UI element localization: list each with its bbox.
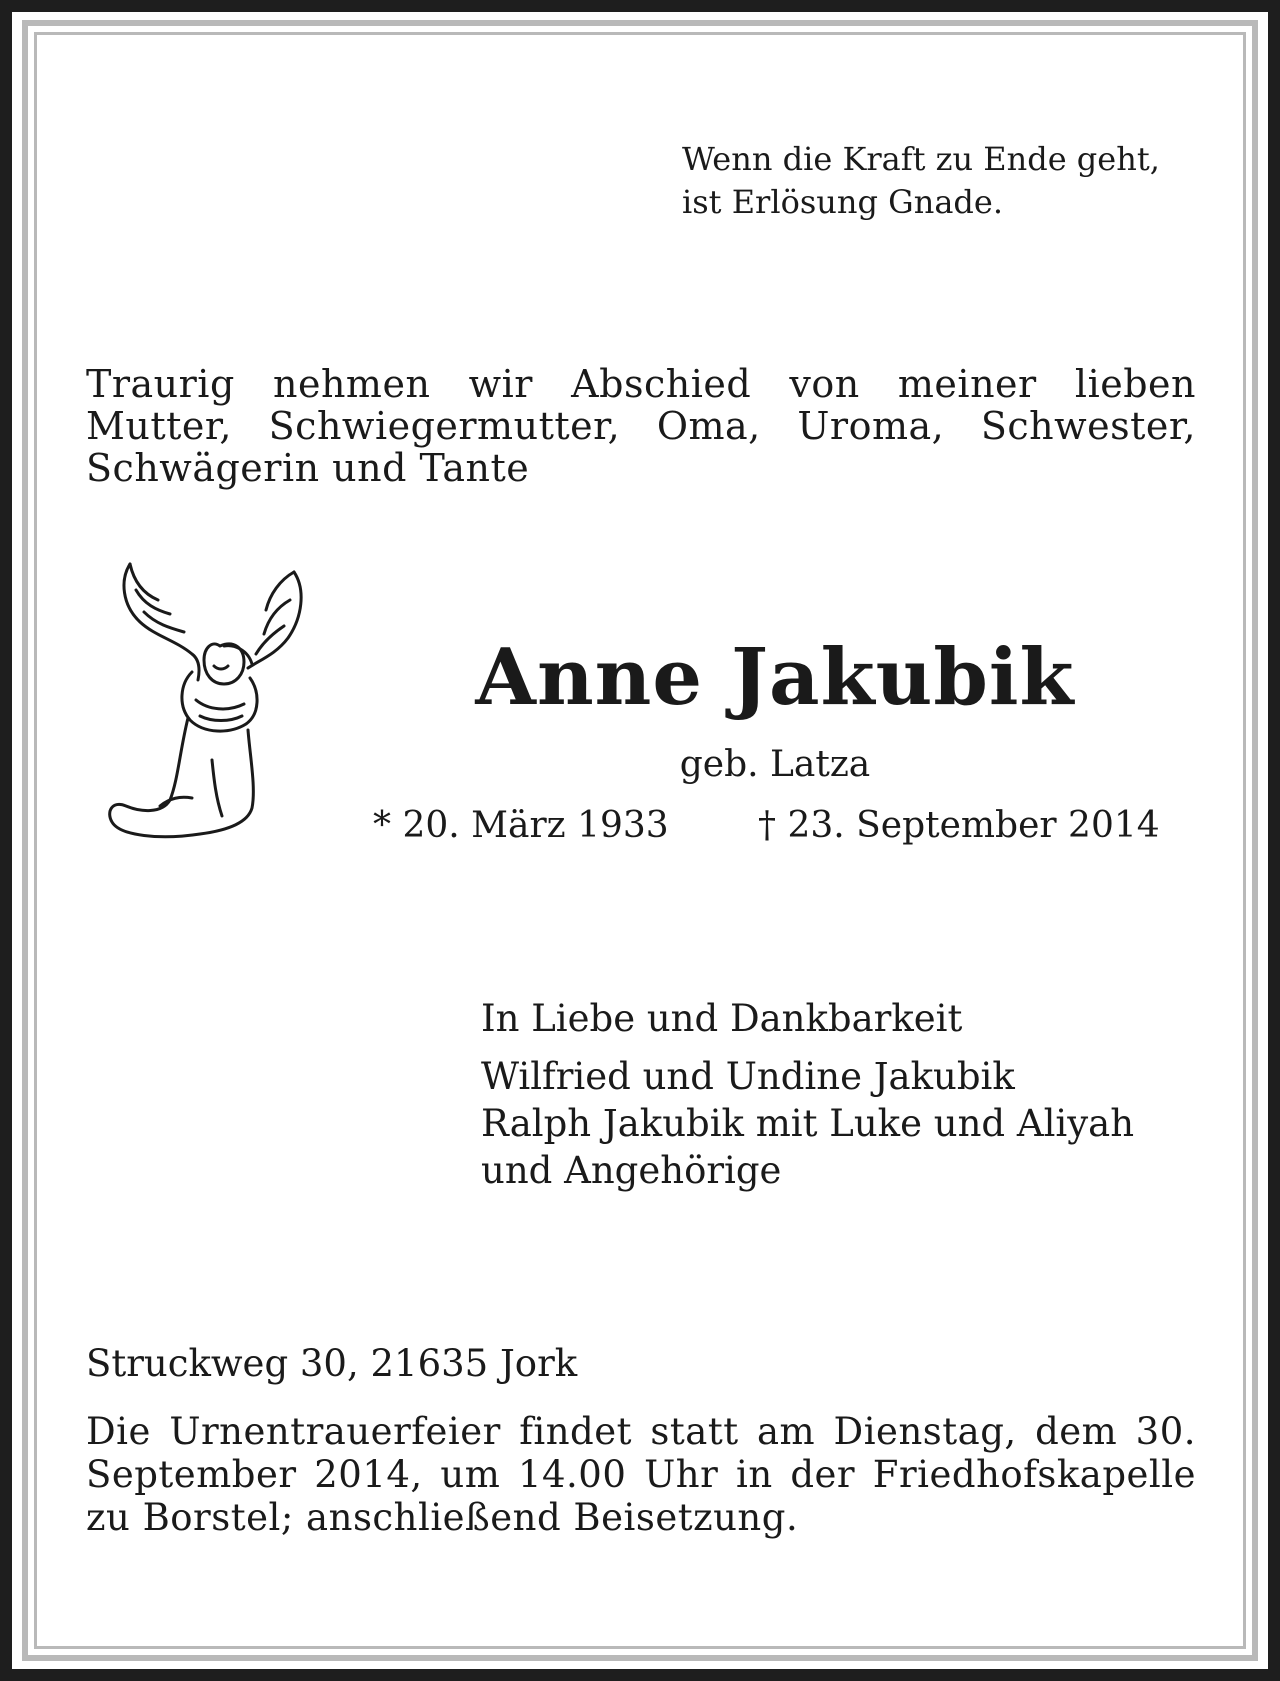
motto-line-1: Wenn die Kraft zu Ende geht, [682,140,1160,178]
intro-text: Traurig nehmen wir Abschied von meiner lieben Mutter, Schwiegermutter, Oma, Uroma, Schwester, Schwägerin und Tante [86,362,1196,490]
mourner-line-3: und Angehörige [481,1149,782,1192]
ceremony-notice: Die Urnentrauerfeier findet statt am Dienstag, dem 30. September 2014, um 14.00 Uhr in der Friedhofskapelle zu Borstel; anschließend Beisetzung. [86,1410,1196,1539]
deceased-name: Anne Jakubik [475,632,1075,723]
motto [682,138,1202,224]
maiden-name: geb. Latza [679,744,871,785]
mourners-block [481,995,1134,1194]
motto-line-2: ist Erlösung Gnade. [682,183,1003,221]
address: Struckweg 30, 21635 Jork [86,1342,578,1385]
death-date: † 23. September 2014 [758,805,1160,846]
angel-icon [100,560,310,845]
mourner-line-2: Ralph Jakubik mit Luke und Aliyah [481,1102,1135,1145]
mourner-line-1: Wilfried und Undine Jakubik [481,1055,1015,1098]
dedication: In Liebe und Dankbarkeit [481,997,963,1040]
birth-date: * 20. März 1933 [373,805,669,846]
